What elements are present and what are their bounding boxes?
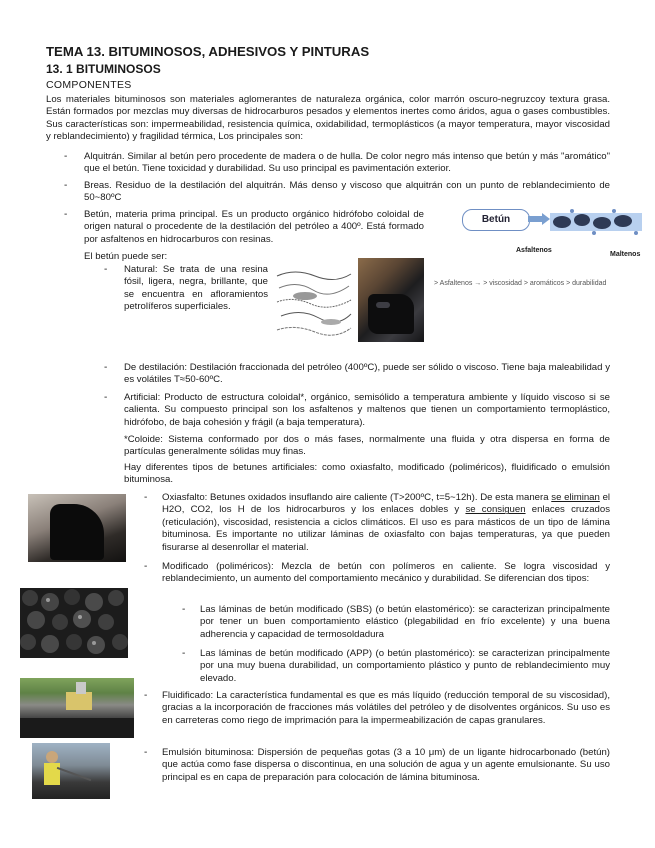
natural-bitumen-photo bbox=[358, 258, 424, 342]
modificado-photo bbox=[20, 588, 128, 658]
fluidificado-photo bbox=[20, 678, 134, 738]
fluidificado-item: Fluidificado: La característica fundamental es que es más líquido (reducción temporal de su viscosidad), gracias a la incorporación de fracciones más volátiles del petróleo y de disolventes orgánicos. Su uso es en carreteras como riego de imprimación para la impermeabilización de capas granulares. bbox=[162, 690, 610, 726]
arrow-right-icon bbox=[528, 213, 550, 225]
modificado-item: Modificado (poliméricos): Mezcla de betún con polímeros en caliente. Se logra viscosidad y reblandecimiento, un aumento del comportamiento mecánico y durabilidad. Se diferencian dos tipos: bbox=[162, 561, 610, 585]
bullet-dash: - bbox=[144, 492, 148, 503]
section-heading: 13. 1 BITUMINOSOS bbox=[46, 62, 161, 76]
bullet-dash: - bbox=[144, 561, 148, 572]
emulsion-photo bbox=[32, 743, 110, 799]
bullet-dash: - bbox=[182, 648, 186, 659]
alquitran-item: Alquitrán. Similar al betún pero procedente de madera o de hulla. De color negro más intenso que betún y más "aromático" que el betún. Tiene toxicidad y durabilidad. Su uso principal es pavimentación exterior. bbox=[84, 151, 610, 175]
natural-bitumen-sketch bbox=[275, 262, 353, 344]
bullet-dash: - bbox=[64, 209, 68, 220]
diagram-maltenos-label: Maltenos bbox=[610, 251, 641, 258]
oxiasfalto-item: Oxiasfalto: Betunes oxidados insuflando aire caliente (T>200ºC, t=5~12h). De esta manera se eliminan el H2O, CO2, los H de los hidrocarburos y los enlaces dobles y se consiguen enlaces cruzados (reticulación), viscosidad, resistencia a ciclos climáticos. El uso es para másticos de un tipo de lámina bituminosa. Es importante no utilizar láminas de oxiasfalto con bajas temperaturas, ya que pueden fisurarse al desenrollar el material. bbox=[162, 492, 611, 553]
bullet-dash: - bbox=[104, 392, 108, 403]
diagram-relation-note: > Asfaltenos → > viscosidad > aromáticos > durabilidad bbox=[434, 280, 607, 287]
bullet-dash: - bbox=[144, 747, 148, 758]
bullet-dash: - bbox=[104, 264, 108, 275]
bullet-dash: - bbox=[64, 180, 68, 191]
diagram-betun-label: Betún bbox=[462, 209, 530, 231]
app-item: Las láminas de betún modificado (APP) (o betún plastomérico): se caracterizan principalmente por una muy buena durabilidad, un comportamiento plástico y punto de reblandecimiento muy elevado. bbox=[200, 648, 610, 684]
betun-diagram bbox=[432, 203, 642, 273]
betun-puede-ser: El betún puede ser: bbox=[84, 251, 168, 262]
artificial-item: Artificial: Producto de estructura coloidal*, orgánico, semisólido a temperatura ambiente y líquido viscoso si se calienta. Su compuesto principal son los asfaltenos y maltenos que tienen un comportamiento termoplástico, hidrófobo, de baja cohesión y frágil (a baja temperatura). bbox=[124, 392, 610, 428]
diagram-asfaltenos-label: Asfaltenos bbox=[516, 247, 552, 254]
bullet-dash: - bbox=[144, 690, 148, 701]
sbs-item: Las láminas de betún modificado (SBS) (o betún elastomérico): se caracterizan principalmente por tener un buen comportamiento elástico (plegabilidad en frío excelente) y una buena adherencia y capacidad de termosoldadura bbox=[200, 604, 610, 640]
bullet-dash: - bbox=[182, 604, 186, 615]
oxiasfalto-photo bbox=[28, 494, 126, 562]
bullet-dash: - bbox=[64, 151, 68, 162]
subsection-heading: COMPONENTES bbox=[46, 79, 132, 91]
bullet-dash: - bbox=[104, 362, 108, 373]
coloide-note: *Coloide: Sistema conformado por dos o más fases, normalmente una fluida y otra dispersa en forma de partículas generalmente sólidas muy finas. bbox=[124, 434, 610, 458]
intro-paragraph: Los materiales bituminosos son materiales aglomerantes de naturaleza orgánica, color marrón oscuro-negruzcoy textura grasa. Están formados por mezclas muy diversas de hidrocarburos pesados y elementos inertes como áridos, agua o gases combustibles. Sus características son: impermeabilidad, resistencia química, oxidabilidad, termoplásticos (a mayor temperatura, mayor viscosidad y reblandecimiento) y fragilidad térmica, Los principales son: bbox=[46, 94, 610, 143]
destilacion-item: De destilación: Destilación fraccionada del petróleo (400ºC), puede ser sólido o viscoso. Tiene baja maleabilidad y es volátiles T≈50-60ºC. bbox=[124, 362, 610, 386]
page-title: TEMA 13. BITUMINOSOS, ADHESIVOS Y PINTURAS bbox=[46, 44, 370, 59]
molecule-illustration bbox=[550, 205, 642, 239]
natural-item: Natural: Se trata de una resina fósil, ligera, negra, brillante, que se encuentra en afloramientos petrolíferos superficiales. bbox=[124, 264, 268, 313]
betun-item: Betún, materia prima principal. Es un producto orgánico hidrófobo coloidal de origen natural o procedente de la destilación del petróleo a 400º. Está formado por asfaltenos en hidrocarburos con resinas. bbox=[84, 209, 424, 245]
emulsion-item: Emulsión bituminosa: Dispersión de pequeñas gotas (3 a 10 μm) de un ligante hidrocarbonado (betún) que actúa como fase dispersa o discontinua, en una solución de agua y un agente emulsionante. Su uso principal es en capa de preparación para colocación de lámina bituminosa. bbox=[162, 747, 610, 783]
tipos-paragraph: Hay diferentes tipos de betunes artificiales: como oxiasfalto, modificado (poliméricos), fluidificado o emulsión bituminosa. bbox=[124, 462, 610, 486]
breas-item: Breas. Residuo de la destilación del alquitrán. Más denso y viscoso que alquitrán con un punto de reblandecimiento de 50~80ºC bbox=[84, 180, 610, 204]
